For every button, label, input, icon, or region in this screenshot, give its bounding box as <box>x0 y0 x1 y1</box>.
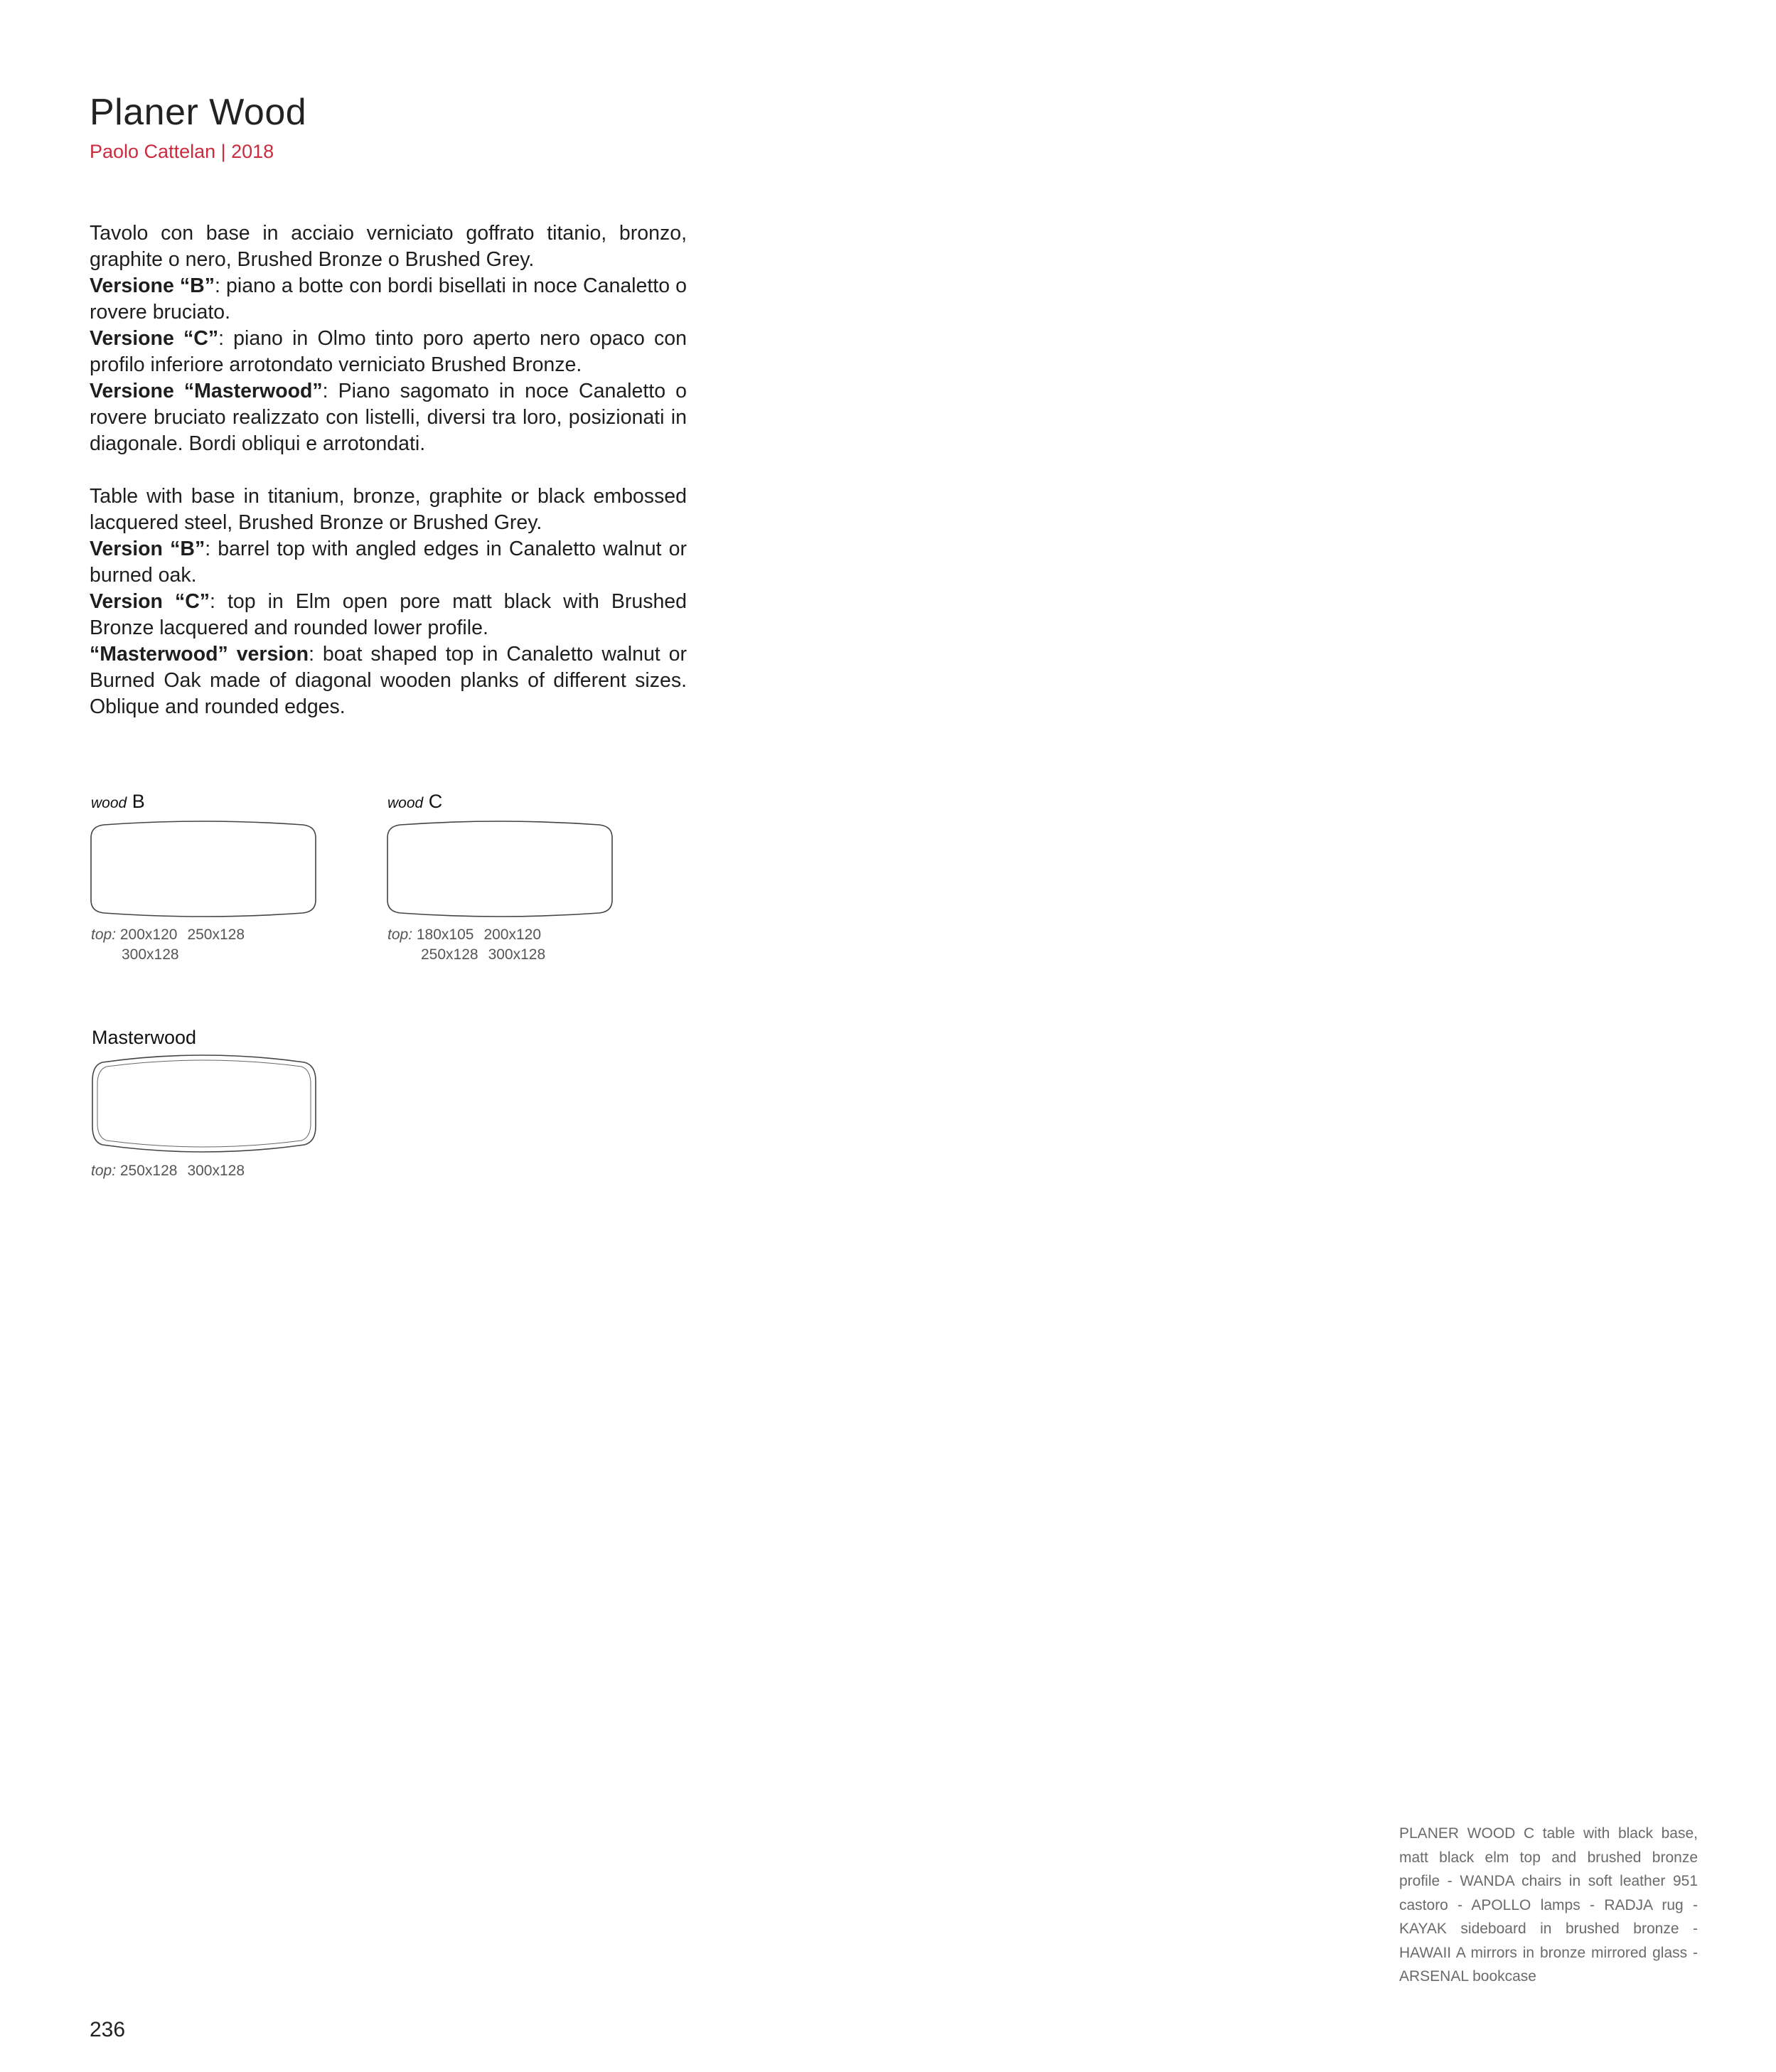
size-value: 300x128 <box>187 1163 245 1179</box>
version-c-label: Version “C” <box>90 590 210 613</box>
variant-letter: C <box>428 791 443 812</box>
top-label: top: <box>387 926 413 943</box>
variant-letter: B <box>132 791 145 812</box>
version-b-label: Version “B” <box>90 538 205 560</box>
variant-masterwood-label: Masterwood <box>92 1027 197 1048</box>
size-value: 200x120 <box>119 926 178 943</box>
description-version-c <box>90 589 687 641</box>
version-c-label: Versione “C” <box>90 327 219 350</box>
description-version-masterwood <box>90 641 687 720</box>
page-number: 236 <box>90 2018 126 2041</box>
top-label: top: <box>91 1163 117 1179</box>
description-version-c <box>90 326 687 378</box>
version-c-text: : top in Elm open pore matt black with Brushed Bronze lacquered and rounded lower profile. <box>90 590 687 639</box>
wood-b-sizes <box>91 925 245 965</box>
wood-c-sizes <box>387 925 545 965</box>
description-english <box>90 484 687 720</box>
variant-wood-b-label <box>91 791 145 813</box>
wood-c-top-outline <box>386 822 614 916</box>
description-version-b <box>90 273 687 326</box>
version-b-text: : piano a botte con bordi bisellati in noce Canaletto o rovere bruciato. <box>90 274 687 324</box>
version-masterwood-label: Versione “Masterwood” <box>90 380 323 402</box>
version-masterwood-text: : boat shaped top in Canaletto walnut or Burned Oak made of diagonal wooden planks of different sizes. Oblique and rounded edges. <box>90 643 687 718</box>
description-intro: Table with base in titanium, bronze, graphite or black embossed lacquered steel, Brushed Bronze or Brushed Grey. <box>90 485 687 534</box>
size-value: 300x128 <box>488 946 546 963</box>
top-label: top: <box>91 926 117 943</box>
sizes-line <box>91 1161 245 1181</box>
size-value: 180x105 <box>416 926 474 943</box>
size-value: 250x128 <box>421 946 478 963</box>
variant-wood-c-label <box>387 791 442 813</box>
size-value: 200x120 <box>483 926 542 943</box>
size-value: 250x128 <box>187 926 245 943</box>
size-value: 300x128 <box>122 946 179 963</box>
description-intro: Tavolo con base in acciaio verniciato goffrato titanio, bronzo, graphite o nero, Brushed Bronze o Brushed Grey. <box>90 222 687 271</box>
sizes-line <box>91 945 245 965</box>
wood-b-top-outline <box>90 822 317 916</box>
designer-credit: Paolo Cattelan | 2018 <box>90 141 274 162</box>
sizes-line <box>387 925 545 945</box>
sizes-line <box>91 925 245 945</box>
version-b-label: Versione “B” <box>90 274 215 297</box>
sizes-line <box>387 945 545 965</box>
version-masterwood-label: “Masterwood” version <box>90 643 309 666</box>
masterwood-top-outline <box>90 1055 319 1152</box>
version-c-text: : piano in Olmo tinto poro aperto nero opaco con profilo inferiore arrotondato verniciato Brushed Bronze. <box>90 327 687 376</box>
description-version-b <box>90 536 687 589</box>
variant-prefix: wood <box>387 795 424 811</box>
description-italian <box>90 220 687 457</box>
masterwood-sizes <box>91 1161 245 1181</box>
version-masterwood-text: : Piano sagomato in noce Canaletto o rovere bruciato realizzato con listelli, diversi tra loro, posizionati in diagonale. Bordi obliqui e arrotondati. <box>90 380 687 455</box>
size-value: 250x128 <box>119 1163 178 1179</box>
version-b-text: : barrel top with angled edges in Canaletto walnut or burned oak. <box>90 538 687 587</box>
page-title: Planer Wood <box>90 92 307 133</box>
variant-prefix: wood <box>91 795 127 811</box>
photo-caption: PLANER WOOD C table with black base, matt black elm top and brushed bronze profile - WANDA chairs in soft leather 951 castoro - APOLLO lamps - RADJA rug - KAYAK sideboard in brushed bronze - HAWAII A mirrors in bronze mirrored glass - ARSENAL bookcase <box>1399 1825 1698 1985</box>
description-version-masterwood <box>90 378 687 457</box>
